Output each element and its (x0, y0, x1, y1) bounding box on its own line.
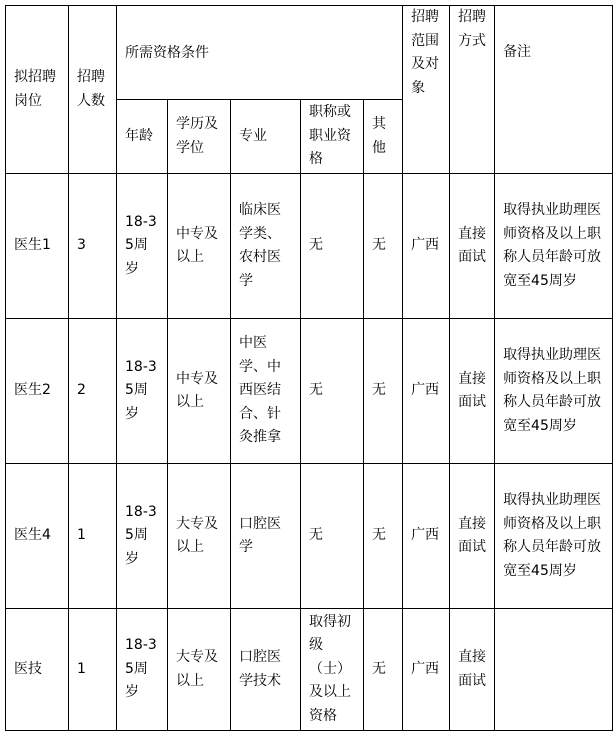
cell-education: 大专及以上 (168, 464, 231, 609)
cell-other: 无 (364, 319, 403, 464)
cell-scope: 广西 (403, 609, 450, 731)
header-qualifications: 所需资格条件 (117, 6, 403, 100)
table-row (6, 464, 613, 609)
recruitment-table (5, 5, 613, 731)
cell-position: 医生2 (6, 319, 69, 464)
header-education: 学历及学位 (168, 100, 231, 174)
cell-age: 18-35周岁 (117, 609, 168, 731)
cell-count: 3 (69, 174, 117, 319)
cell-other: 无 (364, 609, 403, 731)
cell-position: 医生4 (6, 464, 69, 609)
cell-other: 无 (364, 464, 403, 609)
cell-remarks: 取得执业助理医师资格及以上职称人员年龄可放宽至45周岁 (495, 174, 613, 319)
cell-remarks (495, 609, 613, 731)
cell-count: 2 (69, 319, 117, 464)
cell-age: 18-35周岁 (117, 464, 168, 609)
header-age: 年龄 (117, 100, 168, 174)
cell-remarks: 取得执业助理医师资格及以上职称人员年龄可放宽至45周岁 (495, 319, 613, 464)
cell-method: 直接面试 (450, 464, 495, 609)
cell-education: 中专及以上 (168, 319, 231, 464)
cell-major: 中医学、中西医结合、针灸推拿 (231, 319, 301, 464)
table-row (6, 174, 613, 319)
cell-major: 口腔医学技术 (231, 609, 301, 731)
cell-major: 临床医学类、农村医学 (231, 174, 301, 319)
cell-scope: 广西 (403, 319, 450, 464)
cell-remarks: 取得执业助理医师资格及以上职称人员年龄可放宽至45周岁 (495, 464, 613, 609)
cell-method: 直接面试 (450, 174, 495, 319)
cell-title: 无 (301, 174, 364, 319)
header-method: 招聘方式 (450, 6, 495, 174)
cell-title: 取得初级（士）及以上资格 (301, 609, 364, 731)
table-row (6, 319, 613, 464)
cell-major: 口腔医学 (231, 464, 301, 609)
table-row (6, 609, 613, 731)
header-title: 职称或职业资格 (301, 100, 364, 174)
cell-title: 无 (301, 319, 364, 464)
cell-title: 无 (301, 464, 364, 609)
header-scope: 招聘范围及对象 (403, 6, 450, 174)
cell-age: 18-35周岁 (117, 319, 168, 464)
cell-count: 1 (69, 464, 117, 609)
header-major: 专业 (231, 100, 301, 174)
header-count: 招聘人数 (69, 6, 117, 174)
cell-other: 无 (364, 174, 403, 319)
cell-position: 医生1 (6, 174, 69, 319)
cell-education: 大专及以上 (168, 609, 231, 731)
header-remarks: 备注 (495, 6, 613, 174)
cell-scope: 广西 (403, 464, 450, 609)
cell-age: 18-35周岁 (117, 174, 168, 319)
header-other: 其他 (364, 100, 403, 174)
cell-count: 1 (69, 609, 117, 731)
cell-method: 直接面试 (450, 609, 495, 731)
header-position: 拟招聘岗位 (6, 6, 69, 174)
cell-position: 医技 (6, 609, 69, 731)
cell-education: 中专及以上 (168, 174, 231, 319)
cell-method: 直接面试 (450, 319, 495, 464)
cell-scope: 广西 (403, 174, 450, 319)
